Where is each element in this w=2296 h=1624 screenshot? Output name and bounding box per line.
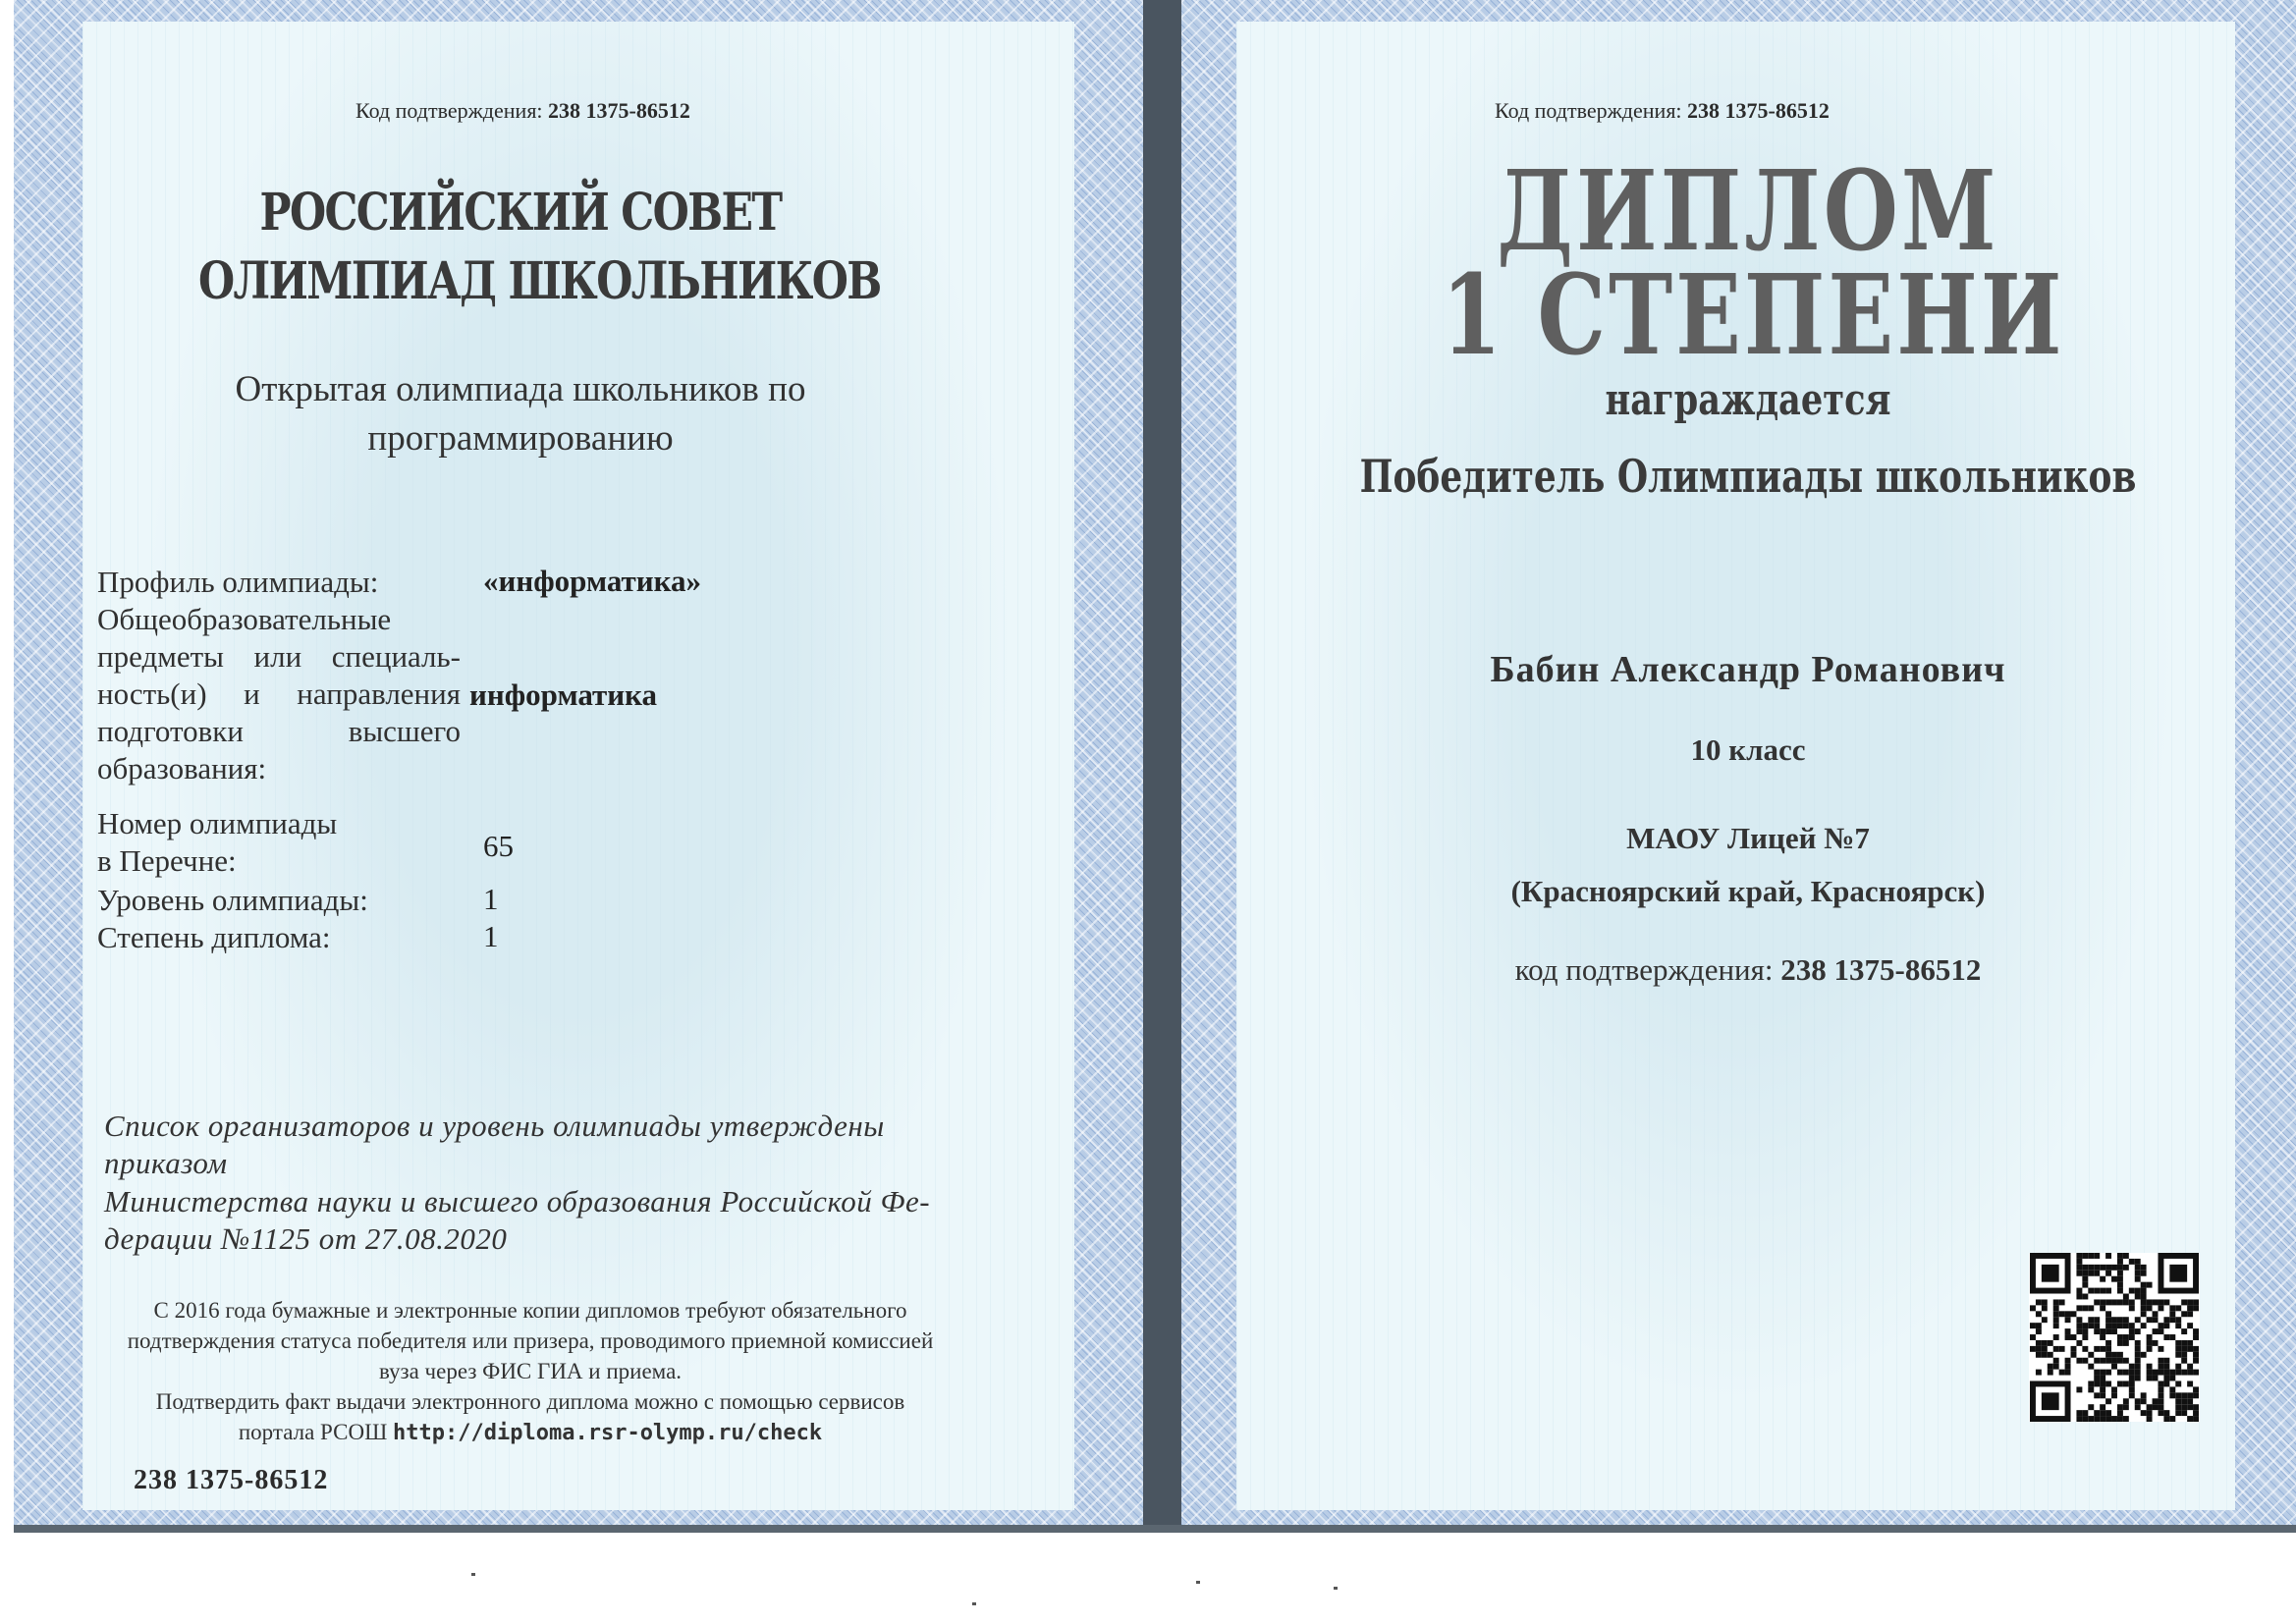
subjects-label: Общеобразовательные предметы или специаль-ность(и) и направления подготовки высшего образования: [97, 602, 461, 785]
order-line1: Список организаторов и уровень олимпиады утверждены [104, 1109, 885, 1143]
recipient-confirmation [1355, 952, 2141, 988]
number-label-line1: Номер олимпиады [97, 806, 338, 840]
notice-portal-label: портала РСОШ [238, 1420, 388, 1444]
level-value: 1 [483, 882, 499, 916]
right-code-value: 238 1375-86512 [1687, 98, 1830, 123]
degree-value: 1 [483, 919, 499, 953]
notice-line5 [59, 1418, 1002, 1448]
level-label: Уровень олимпиады: [97, 883, 368, 917]
right-code-label: Код подтверждения: [1495, 98, 1682, 123]
diploma-serial-number: 238 1375-86512 [134, 1465, 329, 1495]
diploma-degree-title: 1 СТЕПЕНИ [1442, 251, 2065, 380]
scan-speck [972, 1602, 976, 1605]
left-code-value: 238 1375-86512 [548, 98, 690, 123]
scan-speck [1196, 1581, 1200, 1584]
scan-edge [14, 1525, 2296, 1533]
notice-line4: Подтвердить факт выдачи электронного диплома можно с помощью сервисов [155, 1389, 905, 1414]
olympiad-name-line1: Открытая олимпиада школьников по [235, 369, 806, 409]
recipient-region: (Красноярский край, Красноярск) [1510, 874, 1986, 908]
number-label-line2: в Перечне: [97, 843, 237, 878]
order-line4: дерации №1125 от 27.08.2020 [104, 1221, 508, 1256]
recipient-school: МАОУ Лицей №7 [1626, 821, 1870, 855]
confirmation-value: 238 1375-86512 [1780, 952, 1982, 987]
qr-code-icon [2029, 1253, 2200, 1422]
subjects-value: информатика [469, 677, 658, 712]
right-confirmation-code [1495, 98, 1830, 124]
degree-label: Степень диплома: [97, 920, 331, 954]
diploma-title: ДИПЛОМ [1497, 147, 1999, 276]
recipient-name: Бабин Александр Романович [1490, 649, 2006, 690]
scan-speck [471, 1573, 475, 1576]
verification-url-link[interactable]: http://diploma.rsr-olymp.ru/check [393, 1421, 823, 1445]
notice-line2: подтверждения статуса победителя или призера, проводимого приемной комиссией [127, 1328, 934, 1353]
council-title-line1: РОССИЙСКИЙ СОВЕТ [259, 183, 782, 243]
council-title-line2: ОЛИМПИАД ШКОЛЬНИКОВ [198, 251, 881, 311]
left-confirmation-code [355, 98, 690, 124]
order-line3: Министерства науки и высшего образования Российской Фе- [104, 1184, 931, 1218]
recipient-grade: 10 класс [1690, 732, 1806, 767]
olympiad-name-line2: программированию [367, 418, 674, 459]
binding-spine [1143, 0, 1181, 1532]
notice-line3: вуза через ФИС ГИА и приема. [378, 1359, 683, 1383]
notice-line1: С 2016 года бумажные и электронные копии дипломов требуют обязательного [153, 1298, 907, 1323]
confirmation-label: код подтверждения: [1514, 952, 1774, 987]
number-value: 65 [483, 829, 514, 863]
profile-value: «информатика» [483, 564, 702, 598]
winner-status: Победитель Олимпиады школьников [1359, 450, 2137, 503]
left-code-label: Код подтверждения: [355, 98, 543, 123]
qr-code-graphic [2029, 1253, 2200, 1422]
profile-label: Профиль олимпиады: [97, 565, 379, 599]
order-line2: приказом [104, 1146, 228, 1180]
awarded-text: награждается [1605, 375, 1891, 425]
scan-speck [1334, 1587, 1338, 1590]
